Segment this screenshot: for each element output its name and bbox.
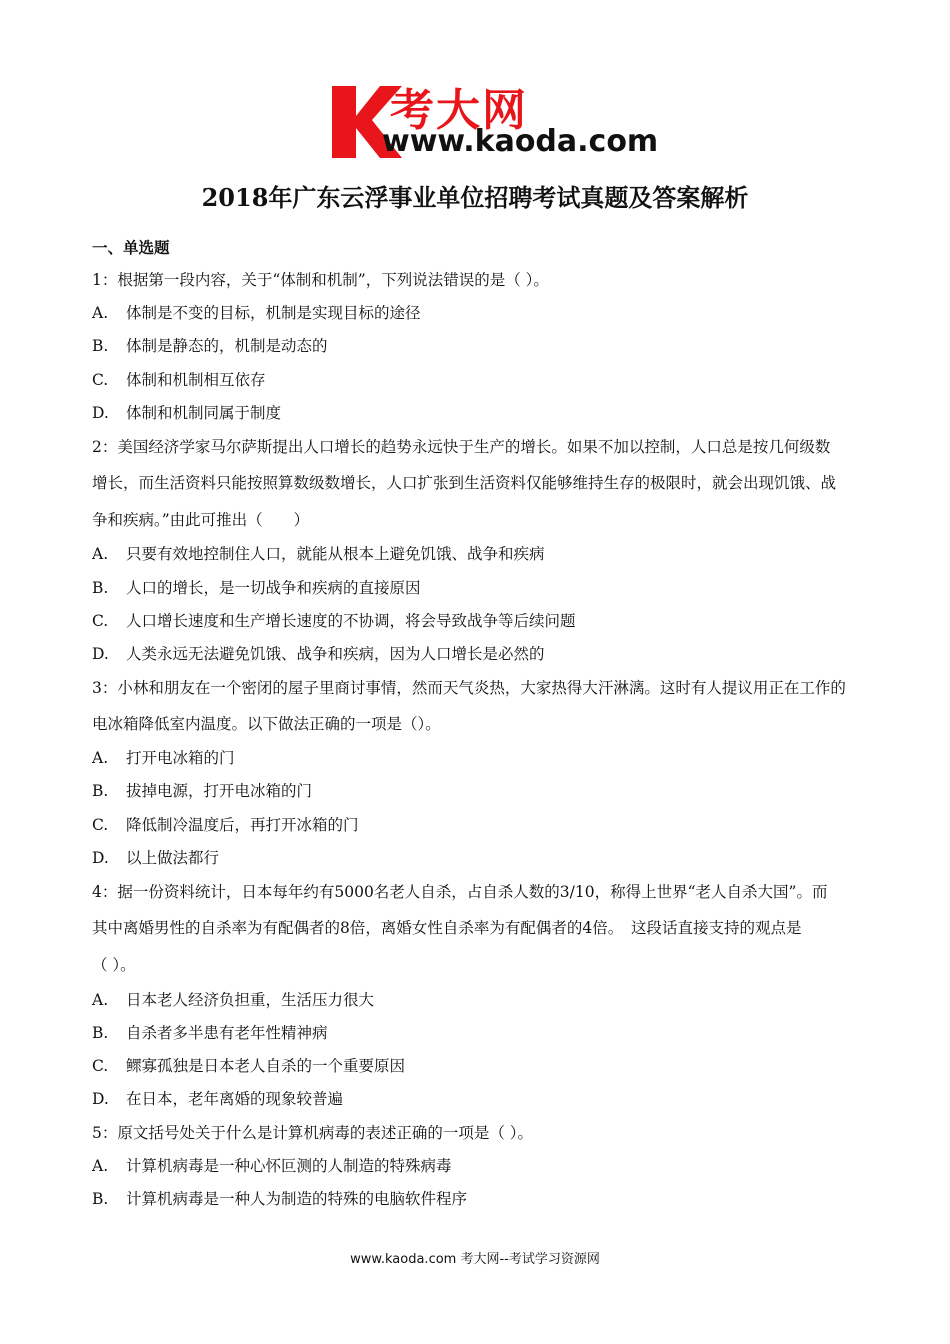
option-letter: B. xyxy=(92,1024,109,1042)
option-letter: B. xyxy=(92,579,109,597)
option-text: 计算机病毒是一种人为制造的特殊的电脑软件程序 xyxy=(126,1190,468,1208)
document-title: 2018年广东云浮事业单位招聘考试真题及答案解析 xyxy=(201,183,749,212)
option-text: 降低制冷温度后，再打开冰箱的门 xyxy=(126,816,359,834)
option-letter: D. xyxy=(92,849,109,867)
option-line xyxy=(92,609,576,631)
option-line xyxy=(92,368,266,390)
option-letter: C. xyxy=(92,1057,109,1075)
option-text: 体制是不变的目标，机制是实现目标的途径 xyxy=(126,304,421,322)
option-letter: C. xyxy=(92,612,109,630)
question-line: 争和疾病。”由此可推出（ ） xyxy=(92,511,310,529)
question-line: 其中离婚男性的自杀率为有配偶者的8倍，离婚女性自杀率为有配偶者的4倍。 这段话直接支持的观点是 xyxy=(92,919,802,937)
option-text: 计算机病毒是一种心怀叵测的人制造的特殊病毒 xyxy=(126,1157,452,1175)
question-line: 5：原文括号处关于什么是计算机病毒的表述正确的一项是（ ）。 xyxy=(92,1124,534,1142)
option-line xyxy=(92,576,421,598)
option-text: 人类永远无法避免饥饿、战争和疾病，因为人口增长是必然的 xyxy=(126,645,545,663)
option-line xyxy=(92,988,374,1010)
option-text: 体制是静态的，机制是动态的 xyxy=(126,337,328,355)
option-text: 自杀者多半患有老年性精神病 xyxy=(126,1024,328,1042)
option-text: 日本老人经济负担重，生活压力很大 xyxy=(126,991,375,1009)
option-text: 在日本，老年离婚的现象较普遍 xyxy=(126,1090,344,1108)
option-letter: D. xyxy=(92,404,109,422)
option-line xyxy=(92,301,421,323)
option-line xyxy=(92,334,328,356)
option-line xyxy=(92,542,545,564)
option-text: 体制和机制同属于制度 xyxy=(126,404,282,422)
option-letter: C. xyxy=(92,371,109,389)
option-line xyxy=(92,1087,343,1109)
page-footer: www.kaoda.com 考大网--考试学习资源网 xyxy=(350,1252,600,1267)
question-line: 增长，而生活资料只能按照算数级数增长，人口扩张到生活资料仅能够维持生存的极限时，就会出现饥饿、战 xyxy=(92,474,837,492)
question-line: 电冰箱降低室内温度。以下做法正确的一项是（）。 xyxy=(92,715,441,733)
question-line: （ ）。 xyxy=(92,956,136,974)
option-text: 人口增长速度和生产增长速度的不协调，将会导致战争等后续问题 xyxy=(126,612,576,630)
logo-brand: 考大网 xyxy=(390,85,528,136)
option-letter: D. xyxy=(92,645,109,663)
section-heading: 一、单选题 xyxy=(92,238,170,257)
option-letter: A. xyxy=(92,749,109,767)
option-line xyxy=(92,746,235,768)
option-letter: A. xyxy=(92,545,109,563)
option-letter: B. xyxy=(92,782,109,800)
option-line xyxy=(92,846,219,868)
option-letter: B. xyxy=(92,1190,109,1208)
option-text: 人口的增长，是一切战争和疾病的直接原因 xyxy=(126,579,421,597)
option-letter: A. xyxy=(92,304,109,322)
option-text: 拔掉电源，打开电冰箱的门 xyxy=(126,782,313,800)
option-text: 以上做法都行 xyxy=(126,849,220,867)
question-line: 1：根据第一段内容，关于“体制和机制”，下列说法错误的是（ ）。 xyxy=(92,271,549,289)
option-line xyxy=(92,642,545,664)
logo-url: www.kaoda.com xyxy=(382,124,659,159)
question-line: 3：小林和朋友在一个密闭的屋子里商讨事情，然而天气炎热，大家热得大汗淋漓。这时有人提议用正在工作的 xyxy=(92,679,846,697)
question-line: 4：据一份资料统计，日本每年约有5000名老人自杀，占自杀人数的3/10，称得上世界“老人自杀大国”。而 xyxy=(92,883,828,901)
option-line xyxy=(92,1187,467,1209)
option-letter: A. xyxy=(92,991,109,1009)
option-letter: D. xyxy=(92,1090,109,1108)
option-line xyxy=(92,813,359,835)
option-line xyxy=(92,1054,405,1076)
option-line xyxy=(92,401,281,423)
option-letter: C. xyxy=(92,816,109,834)
option-letter: B. xyxy=(92,337,109,355)
option-line xyxy=(92,1021,328,1043)
question-line: 2：美国经济学家马尔萨斯提出人口增长的趋势永远快于生产的增长。如果不加以控制，人口总是按几何级数 xyxy=(92,438,831,456)
option-line xyxy=(92,1154,452,1176)
option-line xyxy=(92,779,312,801)
option-text: 打开电冰箱的门 xyxy=(126,749,235,767)
option-text: 鳏寡孤独是日本老人自杀的一个重要原因 xyxy=(126,1057,406,1075)
option-letter: A. xyxy=(92,1157,109,1175)
option-text: 体制和机制相互依存 xyxy=(126,371,266,389)
option-text: 只要有效地控制住人口，就能从根本上避免饥饿、战争和疾病 xyxy=(126,545,545,563)
